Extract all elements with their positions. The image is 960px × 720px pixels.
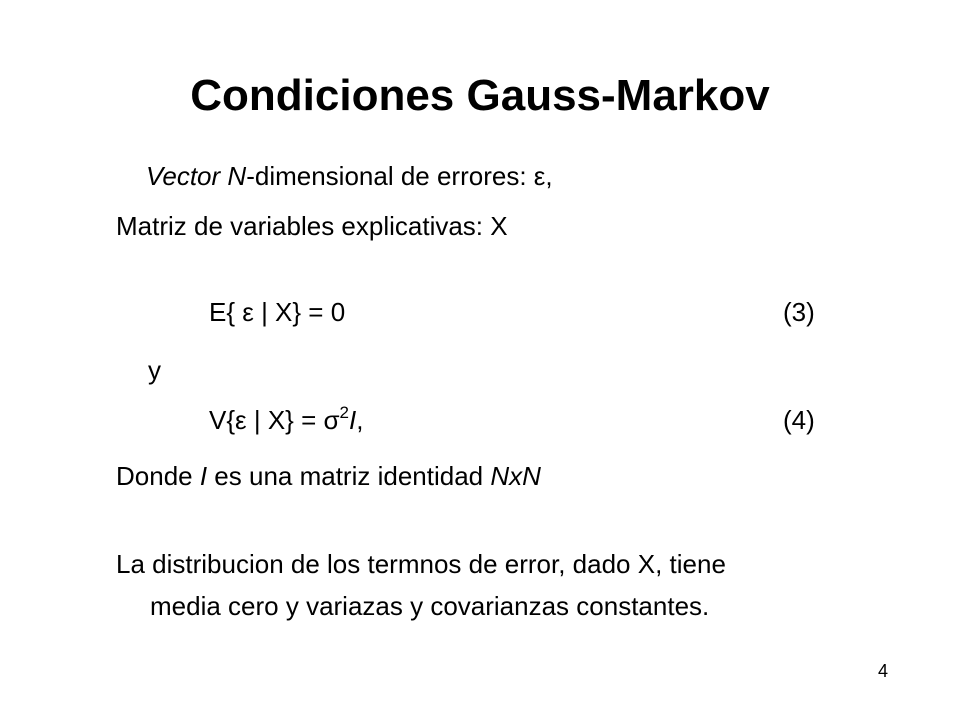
slide-title: Condiciones Gauss-Markov [190, 71, 770, 120]
vector-italic: Vector [146, 161, 221, 191]
i-italic: I [199, 461, 208, 491]
conclusion-line-1: La distribucion de los termnos de error, dado X, tiene [116, 549, 726, 579]
donde-text: Donde [116, 461, 200, 491]
equation-3-number: (3) [783, 297, 815, 327]
identity-text: es una matriz identidad [207, 461, 491, 491]
error-vector-rest: -dimensional de errores: ε, [246, 161, 553, 191]
identity-matrix-line [116, 460, 541, 492]
error-vector-line [146, 160, 553, 192]
equation-4-prefix: V{ε | X} = σ [209, 405, 340, 435]
equation-4-number: (4) [783, 405, 815, 435]
explanatory-matrix-line: Matriz de variables explicativas: X [116, 211, 508, 241]
n-italic: N [227, 161, 247, 191]
equation-4 [209, 404, 363, 440]
equation-4-suffix: , [356, 405, 364, 435]
connector-y: y [148, 355, 161, 385]
page-number: 4 [878, 661, 889, 681]
identity-italic: I [349, 405, 357, 435]
conclusion-line-2: media cero y variazas y covarianzas constantes. [150, 591, 710, 621]
nxn-italic: NxN [490, 461, 541, 491]
equation-3: E{ ε | X} = 0 [209, 297, 346, 327]
sigma-exponent: 2 [339, 403, 349, 422]
